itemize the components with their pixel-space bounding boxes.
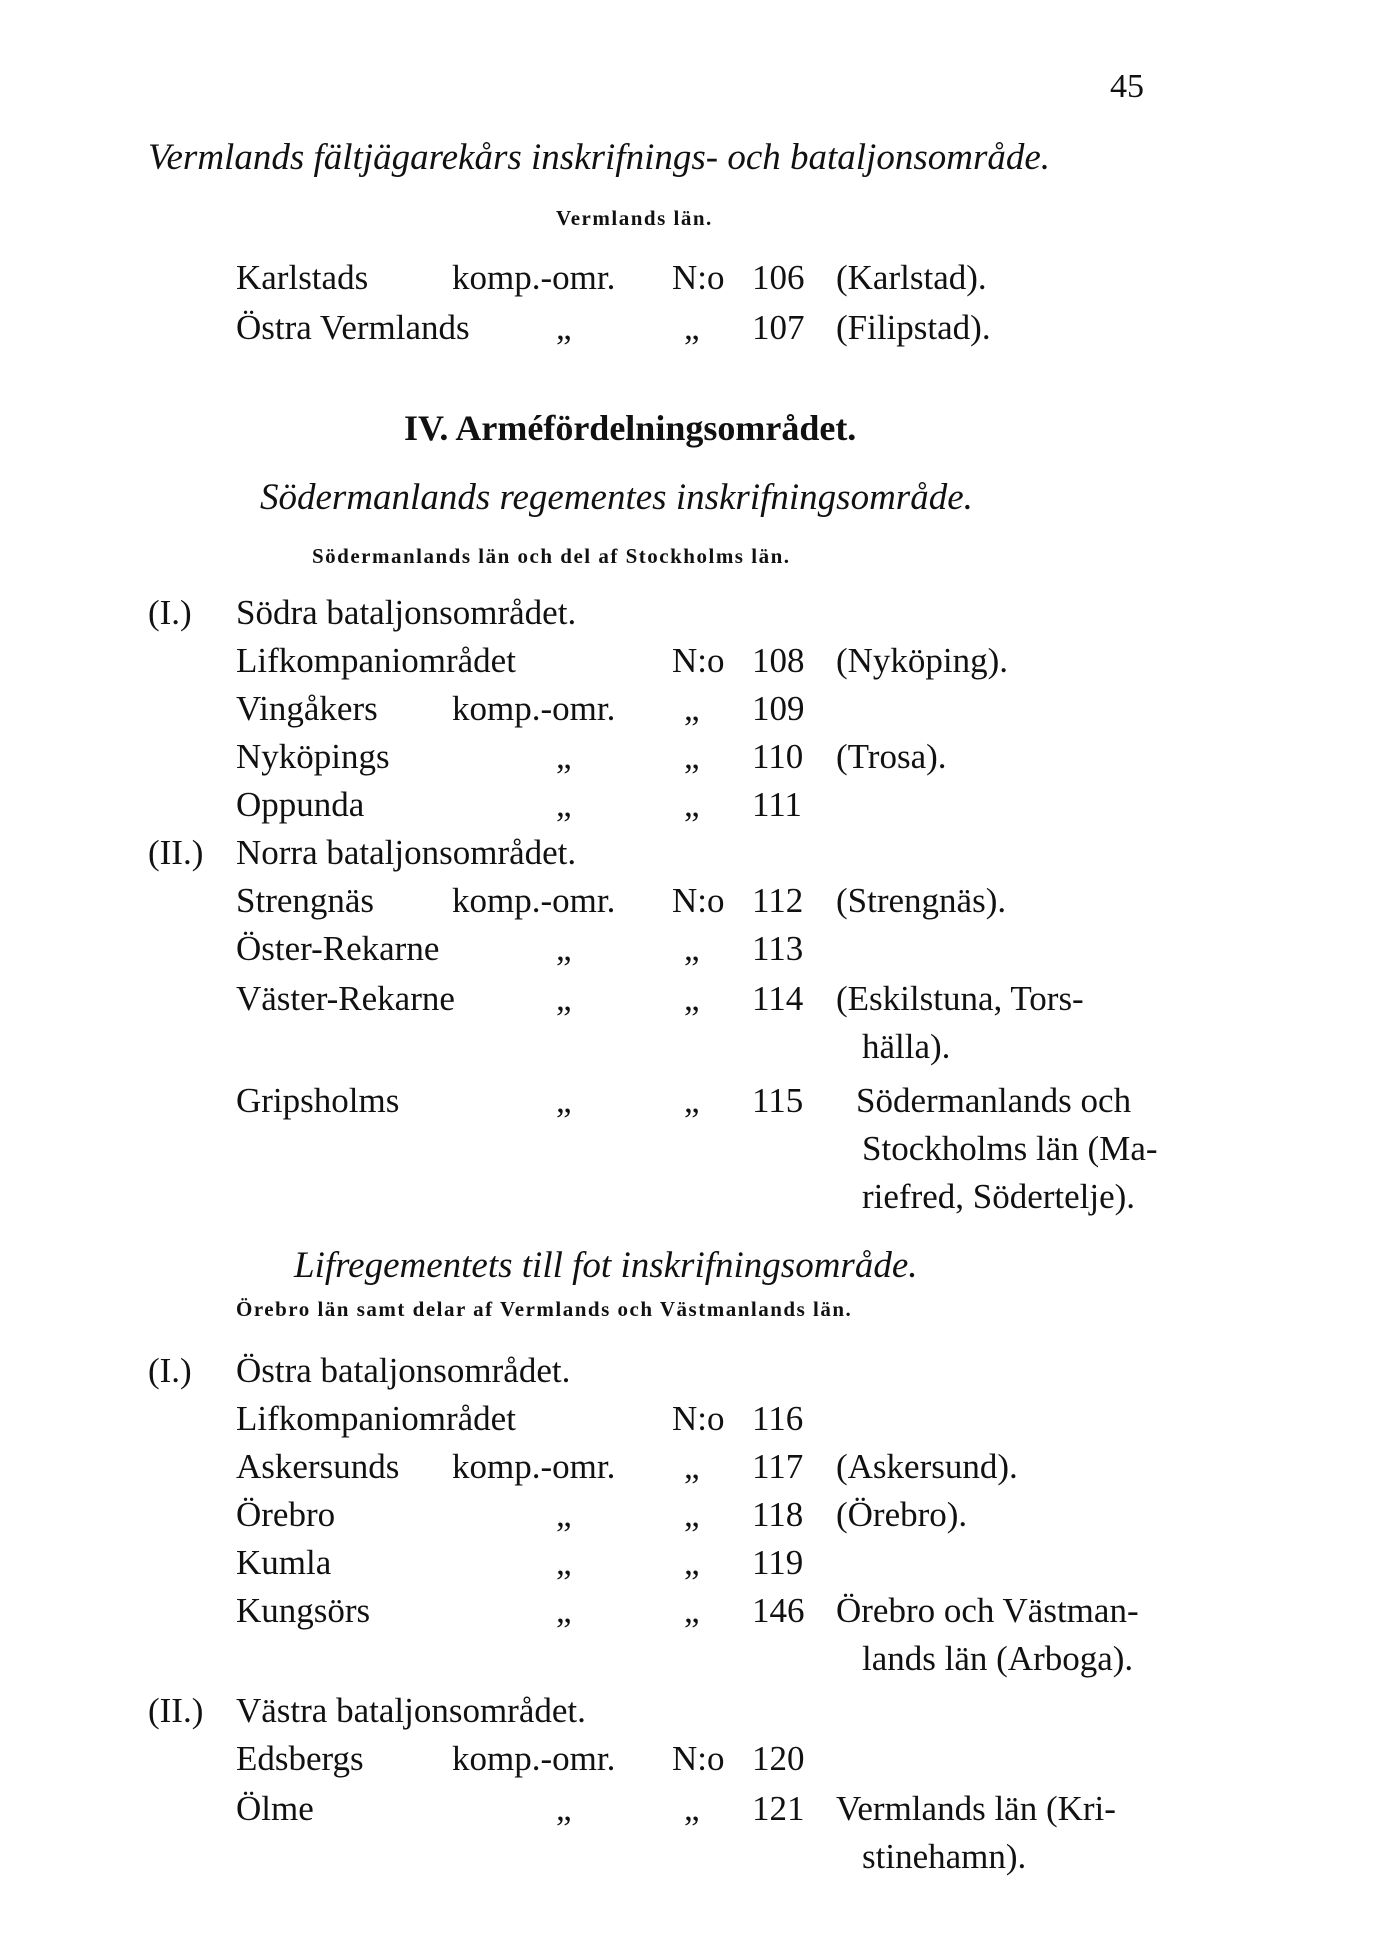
- ditto-mark: „: [556, 737, 572, 776]
- row-place: (Karlstad).: [836, 258, 987, 297]
- row-name: Östra Vermlands: [236, 308, 470, 347]
- row-name: Strengnäs: [236, 881, 375, 920]
- ditto-mark: „: [556, 1789, 572, 1828]
- row-place: (Filipstad).: [836, 308, 991, 347]
- table-row: [0, 636, 1400, 686]
- section2-heading: IV. Arméfördelningsområdet.: [404, 408, 857, 448]
- battalion-heading: [0, 828, 1400, 878]
- row-number: 116: [752, 1399, 804, 1438]
- row-number: 114: [752, 979, 804, 1018]
- row-place: (Trosa).: [836, 737, 947, 776]
- ditto-mark: „: [684, 929, 700, 968]
- row-number: 106: [752, 258, 805, 297]
- row-name: Örebro: [236, 1495, 336, 1534]
- row-number: 118: [752, 1495, 804, 1534]
- table-row: [0, 1734, 1400, 1784]
- row-name: Gripsholms: [236, 1081, 400, 1120]
- row-place: (Nyköping).: [836, 641, 1009, 680]
- row-number: 121: [752, 1789, 805, 1828]
- row-komp: komp.-omr.: [452, 689, 616, 728]
- section2-title: Södermanlands regementes inskrifningsområde.: [260, 477, 973, 518]
- row-number: 107: [752, 308, 805, 347]
- battalion-heading: [0, 1686, 1400, 1736]
- row-place-continuation: riefred, Södertelje).: [862, 1177, 1136, 1216]
- table-row: [0, 732, 1400, 782]
- row-number: 119: [752, 1543, 804, 1582]
- table-row: [0, 876, 1400, 926]
- row-no-label: N:o: [672, 1739, 725, 1778]
- table-row: [0, 1538, 1400, 1588]
- section2-subtitle: Södermanlands län och del af Stockholms län.: [312, 544, 791, 568]
- row-number: 112: [752, 881, 804, 920]
- row-place: Södermanlands och: [856, 1081, 1132, 1120]
- row-komp: komp.-omr.: [452, 258, 616, 297]
- ditto-mark: „: [556, 929, 572, 968]
- battalion-label: Södra bataljonsområdet.: [236, 593, 577, 632]
- row-place: (Eskilstuna, Tors-: [836, 979, 1084, 1018]
- row-number: 111: [752, 785, 802, 824]
- row-number: 109: [752, 689, 805, 728]
- ditto-mark: „: [684, 1081, 700, 1120]
- table-row: [0, 974, 1400, 1024]
- table-row: [0, 303, 1400, 353]
- section1-title: Vermlands fältjägarekårs inskrifnings- och bataljonsområde.: [148, 137, 1051, 178]
- row-number: 120: [752, 1739, 805, 1778]
- row-name: Askersunds: [236, 1447, 400, 1486]
- table-row: [0, 1394, 1400, 1444]
- row-number: 146: [752, 1591, 805, 1630]
- row-number: 115: [752, 1081, 804, 1120]
- section3-subtitle: Örebro län samt delar af Vermlands och Västmanlands län.: [236, 1297, 853, 1321]
- row-name: Öster-Rekarne: [236, 929, 440, 968]
- ditto-mark: „: [556, 1495, 572, 1534]
- battalion-heading: [0, 1346, 1400, 1396]
- row-name: Edsbergs: [236, 1739, 364, 1778]
- battalion-label: Västra bataljonsområdet.: [236, 1691, 586, 1730]
- row-place: (Askersund).: [836, 1447, 1018, 1486]
- ditto-mark: „: [684, 1495, 700, 1534]
- ditto-mark: „: [556, 308, 572, 347]
- row-no-label: N:o: [672, 641, 725, 680]
- section3-title: Lifregementets till fot inskrifningsområde.: [294, 1245, 918, 1286]
- row-komp: komp.-omr.: [452, 881, 616, 920]
- ditto-mark: „: [556, 1591, 572, 1630]
- ditto-mark: „: [684, 308, 700, 347]
- row-number: 108: [752, 641, 805, 680]
- table-row: [0, 1076, 1400, 1126]
- row-place-continuation: lands län (Arboga).: [862, 1639, 1134, 1678]
- page-number: 45: [1110, 68, 1144, 105]
- row-no-label: N:o: [672, 1399, 725, 1438]
- row-name: Karlstads: [236, 258, 369, 297]
- row-name: Kumla: [236, 1543, 332, 1582]
- table-row: [0, 1586, 1400, 1636]
- row-number: 113: [752, 929, 804, 968]
- row-place-continuation: Stockholms län (Ma-: [862, 1129, 1158, 1168]
- row-place: (Örebro).: [836, 1495, 968, 1534]
- table-row: [0, 253, 1400, 303]
- row-name: Lifkompaniområdet: [236, 1399, 516, 1438]
- ditto-mark: „: [684, 1543, 700, 1582]
- row-name: Kungsörs: [236, 1591, 371, 1630]
- battalion-roman: (II.): [148, 833, 204, 872]
- row-name: Nyköpings: [236, 737, 390, 776]
- row-name: Ölme: [236, 1789, 314, 1828]
- ditto-mark: „: [556, 1543, 572, 1582]
- row-name: Vingåkers: [236, 689, 378, 728]
- table-row: [0, 684, 1400, 734]
- table-row: [0, 1490, 1400, 1540]
- battalion-roman: (II.): [148, 1691, 204, 1730]
- battalion-roman: (I.): [148, 593, 192, 632]
- row-place: Örebro och Västman-: [836, 1591, 1139, 1630]
- ditto-mark: „: [684, 1789, 700, 1828]
- row-place: (Strengnäs).: [836, 881, 1007, 920]
- row-komp: komp.-omr.: [452, 1447, 616, 1486]
- battalion-roman: (I.): [148, 1351, 192, 1390]
- row-number: 110: [752, 737, 804, 776]
- battalion-label: Östra bataljonsområdet.: [236, 1351, 571, 1390]
- row-name: Lifkompaniområdet: [236, 641, 516, 680]
- ditto-mark: „: [556, 979, 572, 1018]
- ditto-mark: „: [556, 785, 572, 824]
- row-place-continuation: stinehamn).: [862, 1837, 1027, 1876]
- row-name: Väster-Rekarne: [236, 979, 455, 1018]
- row-no-label: N:o: [672, 258, 725, 297]
- ditto-mark: „: [684, 689, 700, 728]
- ditto-mark: „: [684, 1591, 700, 1630]
- ditto-mark: „: [556, 1081, 572, 1120]
- section1-subtitle: Vermlands län.: [556, 206, 713, 230]
- table-row: [0, 1442, 1400, 1492]
- table-row: [0, 780, 1400, 830]
- table-row: [0, 1784, 1400, 1834]
- table-row: [0, 924, 1400, 974]
- ditto-mark: „: [684, 1447, 700, 1486]
- battalion-label: Norra bataljonsområdet.: [236, 833, 577, 872]
- ditto-mark: „: [684, 785, 700, 824]
- ditto-mark: „: [684, 737, 700, 776]
- row-number: 117: [752, 1447, 804, 1486]
- row-no-label: N:o: [672, 881, 725, 920]
- row-komp: komp.-omr.: [452, 1739, 616, 1778]
- battalion-heading: [0, 588, 1400, 638]
- row-place: Vermlands län (Kri-: [836, 1789, 1116, 1828]
- row-place-continuation: hälla).: [862, 1027, 951, 1066]
- row-name: Oppunda: [236, 785, 365, 824]
- ditto-mark: „: [684, 979, 700, 1018]
